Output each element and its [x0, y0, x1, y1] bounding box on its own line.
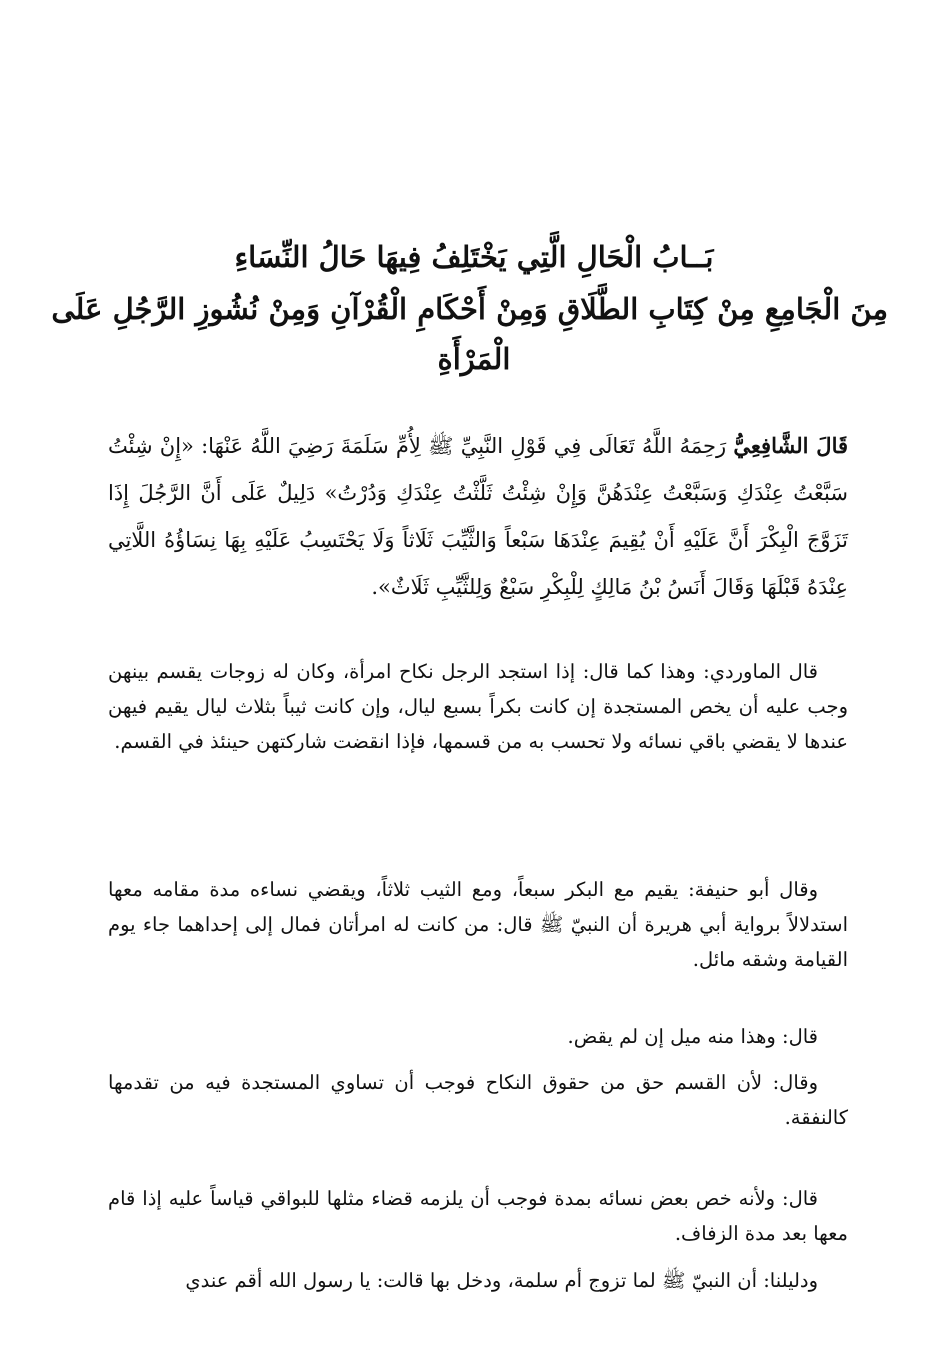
paragraph — [108, 1065, 848, 1135]
paragraph — [108, 1181, 848, 1251]
paragraph — [108, 654, 848, 759]
shafii-quote-paragraph — [108, 422, 848, 611]
paragraph-text: قال الماوردي: وهذا كما قال: إذا استجد الرجل نكاح امرأة، وكان له زوجات يقسم بينهن وجب عليه أن يخص المستجدة إن كانت بكراً بسبع ليال، وإن كانت ثيباً بثلاث ليال يقيم فيهن عندها لا يقضي باقي نسائه ولا تحسب به من قسمها، فإذا انقضت شاركتهن حينئذ في القسم. — [108, 660, 848, 753]
paragraph-text: قال: ولأنه خص بعض نسائه بمدة فوجب أن يلزمه قضاء مثلها للبواقي قياساً عليه إذا قام معها بعد مدة الزفاف. — [108, 1187, 848, 1245]
chapter-title-line-3: الْمَرْأَةِ — [437, 342, 511, 376]
chapter-title-line-1: بَــابُ الْحَالِ الَّتِي يَخْتَلِفُ فِيهَا حَالُ النِّسَاءِ — [234, 240, 714, 274]
paragraph — [108, 1263, 848, 1298]
paragraph-text: وقال أبو حنيفة: يقيم مع البكر سبعاً، ومع الثيب ثلاثاً، ويقضي نساءه مدة مقامه معها استدلالاً برواية أبي هريرة أن النبيّ ﷺ قال: من كانت له امرأتان فمال إلى إحداهما جاء يوم القيامة وشقه مائل. — [108, 878, 848, 971]
chapter-title-line-2: مِنَ الْجَامِعِ مِنْ كِتَابِ الطَّلَاقِ وَمِنْ أَحْكَامِ الْقُرْآنِ وَمِنْ نُشُوزِ الرَّجُلِ عَلَى — [51, 292, 888, 326]
paragraph — [108, 1019, 848, 1054]
quote-speaker: قَالَ الشَّافِعِيُّ — [733, 433, 849, 458]
paragraph-text: ودليلنا: أن النبيّ ﷺ لما تزوج أم سلمة، ودخل بها قالت: يا رسول الله أقم عندي — [185, 1269, 818, 1292]
paragraph — [108, 872, 848, 977]
paragraph-text: قال: وهذا منه ميل إن لم يقض. — [567, 1025, 818, 1048]
paragraph-text: وقال: لأن القسم حق من حقوق النكاح فوجب أن تساوي المستجدة فيه من تقدمها كالنفقة. — [108, 1071, 848, 1129]
quote-text: رَحِمَهُ اللَّهُ تَعَالَى فِي قَوْلِ النَّبِيِّ ﷺ لِأُمِّ سَلَمَةَ رَضِيَ اللَّهُ عَنْهَا: «إِنْ شِئْتُ سَبَّعْتُ عِنْدَكِ وَسَبَّعْتُ عِنْدَهُنَّ وَإِنْ شِئْتُ ثَلَّثْتُ عِنْدَكِ وَدُرْتُ» دَلِيلٌ عَلَى أَنَّ الرَّجُلَ إِذَا تَزَوَّجَ الْبِكْرَ أَنَّ عَلَيْهِ أَنْ يُقِيمَ عِنْدَهَا سَبْعاً وَالثَّيِّبَ ثَلَاثاً وَلَا يَحْتَسِبُ عَلَيْهِ بِهَا نِسَاؤُهُ اللَّاتِي عِنْدَهُ قَبْلَهَا وَقَالَ أَنَسُ بْنُ مَالِكٍ لِلْبِكْرِ سَبْعٌ وَلِلثَّيِّبِ ثَلَاثٌ». — [108, 434, 848, 599]
